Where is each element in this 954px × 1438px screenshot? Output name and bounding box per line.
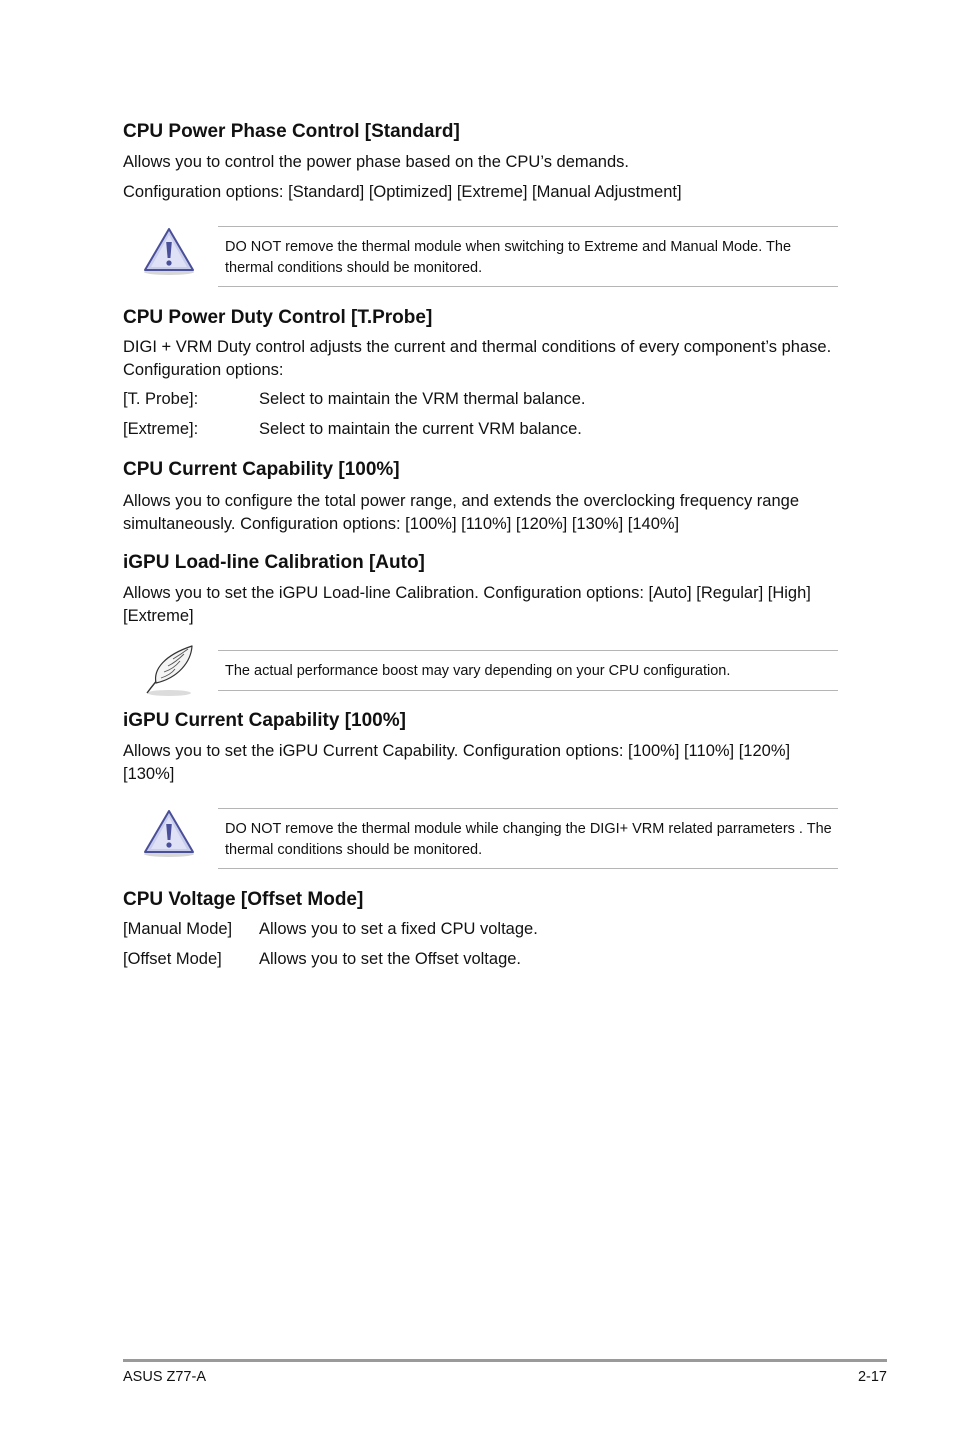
heading-igpu-load-line-calibration: iGPU Load-line Calibration [Auto] [123, 552, 425, 573]
igpu-llc-description: Allows you to set the iGPU Load-line Calibration. Configuration options: [Auto] [Regular] [High] [Extreme] [123, 584, 811, 625]
footer-page-number: 2-17 [857, 1369, 887, 1385]
duty-description: DIGI + VRM Duty control adjusts the current and thermal conditions of every component’s phase. Configuration options: [123, 338, 832, 379]
caution-icon [142, 226, 196, 276]
igpu-current-description: Allows you to set the iGPU Current Capability. Configuration options: [100%] [110%] [120%] [130%] [123, 742, 791, 783]
voltage-option-value: Allows you to set the Offset voltage. [259, 950, 522, 968]
phase-description: Allows you to control the power phase based on the CPU’s demands. [123, 153, 629, 171]
voltage-option-value: Allows you to set a fixed CPU voltage. [259, 920, 538, 938]
phase-config-options: Configuration options: [Standard] [Optimized] [Extreme] [Manual Adjustment] [123, 183, 682, 201]
footer-product-name: ASUS Z77-A [123, 1369, 206, 1385]
caution-text: DO NOT remove the thermal module when switching to Extreme and Manual Mode. The thermal conditions should be monitored. [225, 239, 792, 276]
caution-note-box [218, 808, 838, 869]
note-feather-icon [140, 642, 198, 698]
heading-cpu-power-phase-control: CPU Power Phase Control [Standard] [123, 121, 460, 142]
heading-cpu-power-duty-control: CPU Power Duty Control [T.Probe] [123, 307, 433, 328]
heading-cpu-current-capability: CPU Current Capability [100%] [123, 459, 400, 480]
duty-option-value: Select to maintain the VRM thermal balance. [259, 390, 586, 408]
current-description: Allows you to configure the total power range, and extends the overclocking frequency range simultaneously. Configuration options: [100%] [110%] [120%] [130%] [140%] [123, 492, 799, 533]
heading-igpu-current-capability: iGPU Current Capability [100%] [123, 710, 406, 731]
duty-option-key: [T. Probe]: [123, 390, 199, 408]
caution-text: DO NOT remove the thermal module while changing the DIGI+ VRM related parrameters . The thermal conditions should be monitored. [225, 821, 832, 858]
note-box [218, 650, 838, 691]
note-text: The actual performance boost may vary depending on your CPU configuration. [225, 663, 731, 679]
caution-note-box [218, 226, 838, 287]
footer-rule [123, 1359, 887, 1362]
voltage-option-key: [Manual Mode] [123, 920, 233, 938]
duty-option-key: [Extreme]: [123, 420, 199, 438]
caution-icon [142, 808, 196, 858]
voltage-option-key: [Offset Mode] [123, 950, 222, 968]
duty-option-value: Select to maintain the current VRM balance. [259, 420, 582, 438]
heading-cpu-voltage: CPU Voltage [Offset Mode] [123, 889, 364, 910]
